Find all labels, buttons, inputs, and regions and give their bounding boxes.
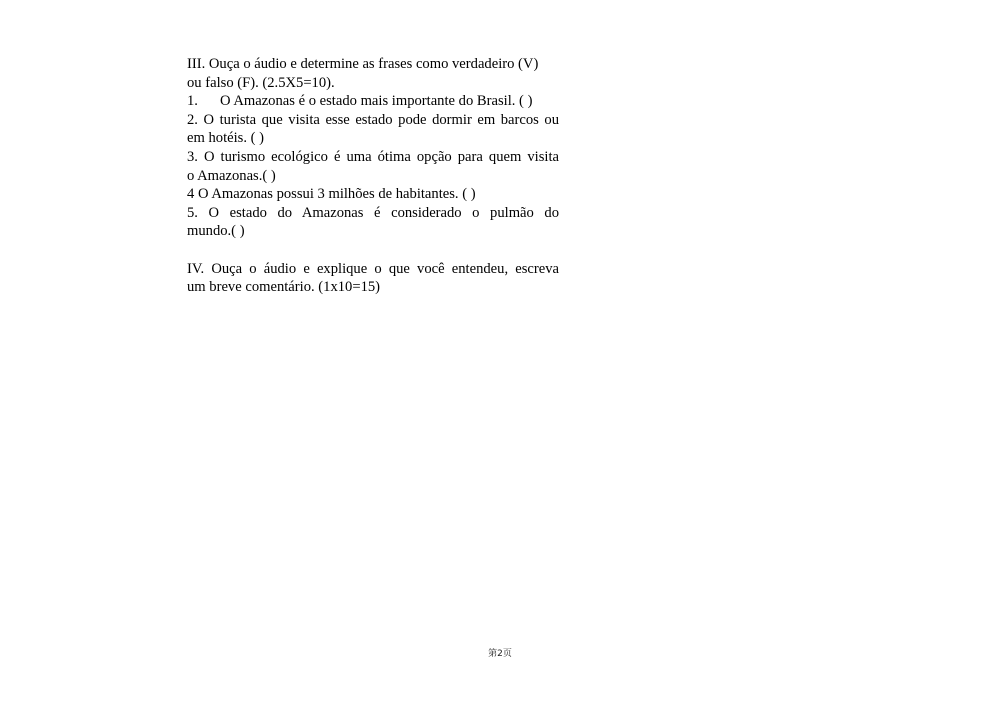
question-5-line-1: 5. O estado do Amazonas é considerado o pulmão do xyxy=(187,204,559,221)
section-3 xyxy=(187,55,559,241)
section-4-line-1: IV. Ouça o áudio e explique o que você entendeu, escreva xyxy=(187,260,559,277)
page-number: 第2页 xyxy=(488,649,512,659)
question-4 xyxy=(187,185,559,204)
question-2-line-1: 2. O turista que visita esse estado pode dormir em barcos ou xyxy=(187,111,559,128)
question-4-line-1: 4 O Amazonas possui 3 milhões de habitantes. ( ) xyxy=(187,186,476,203)
section-4-line-2: um breve comentário. (1x10=15) xyxy=(187,279,381,296)
question-1 xyxy=(187,92,559,111)
section-4 xyxy=(187,260,559,297)
section-3-heading-line-1: III. Ouça o áudio e determine as frases como verdadeiro (V) xyxy=(187,56,539,72)
question-5-line-2: mundo.( ) xyxy=(187,223,245,240)
question-5 xyxy=(187,204,559,241)
question-3-line-2: o Amazonas.( ) xyxy=(187,167,276,184)
section-spacer xyxy=(187,241,559,260)
question-3 xyxy=(187,148,559,185)
question-1-number: 1. xyxy=(187,93,198,110)
question-3-line-1: 3. O turismo ecológico é uma ótima opção para quem visita xyxy=(187,148,559,165)
section-3-heading-line-2: ou falso (F). (2.5X5=10). xyxy=(187,74,335,91)
question-1-text: O Amazonas é o estado mais importante do Brasil. ( ) xyxy=(219,93,533,110)
question-2 xyxy=(187,111,559,148)
question-2-line-2: em hotéis. ( ) xyxy=(187,130,265,147)
worksheet-column xyxy=(187,55,559,297)
